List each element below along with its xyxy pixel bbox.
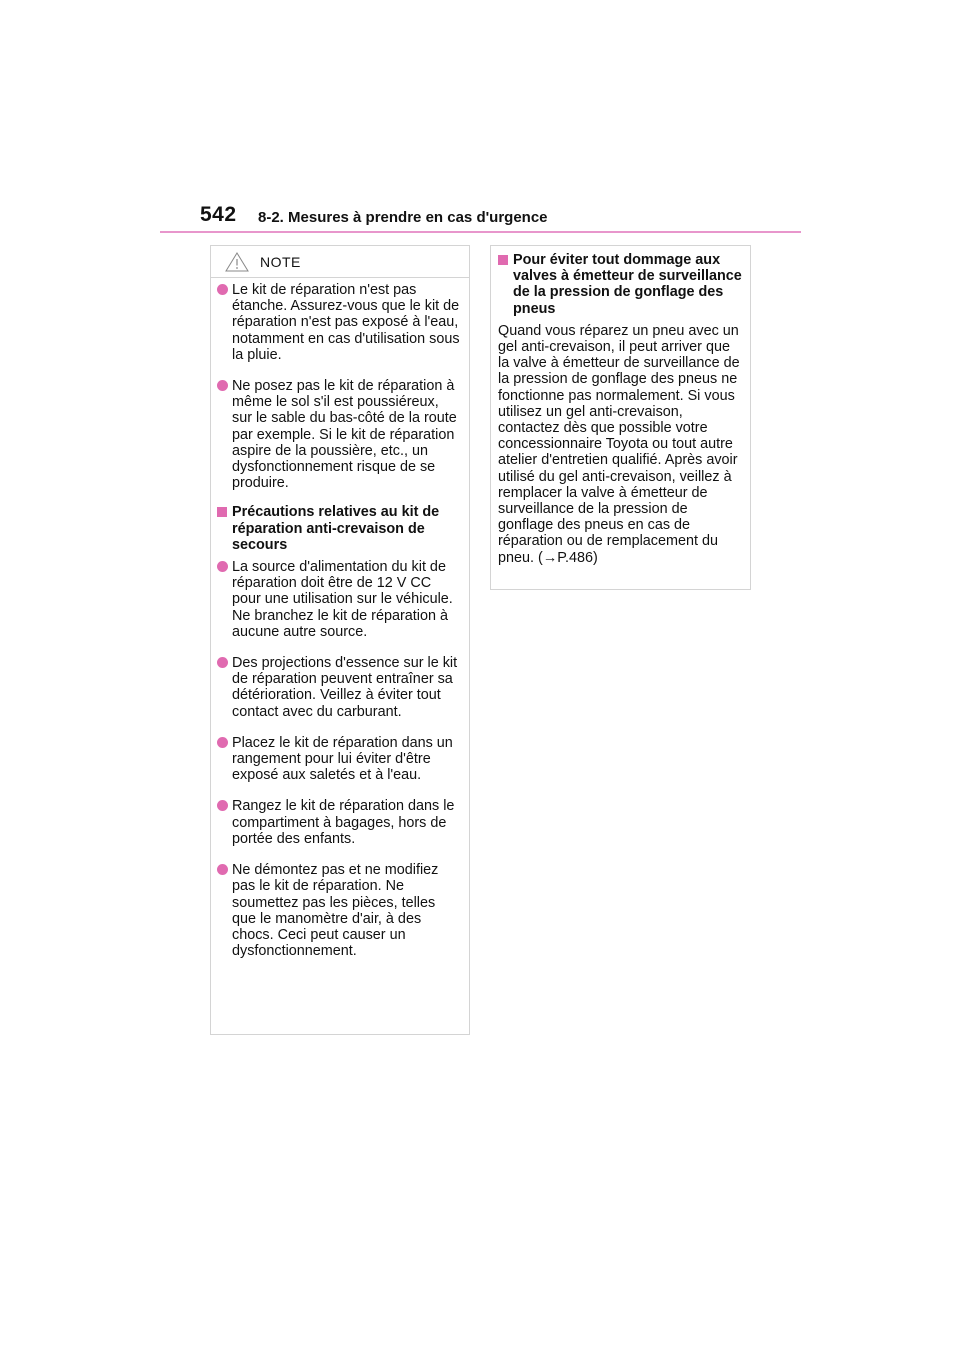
info-subheading: [498, 252, 742, 317]
note-label: NOTE: [260, 254, 301, 270]
bullet-text: Des projections d'essence sur le kit de réparation peuvent entraîner sa détérioration. Veillez à éviter tout contact avec du carburant.: [232, 655, 458, 720]
list-item: [217, 862, 461, 959]
note-body: [211, 278, 469, 959]
header-rule: [160, 231, 801, 233]
page-number: 542: [200, 203, 237, 226]
subheading-text: Pour éviter tout dommage aux valves à émetteur de surveillance de la pression de gonflage des pneus: [513, 252, 742, 317]
list-item: [217, 735, 461, 784]
square-bullet-icon: [217, 507, 227, 517]
bullet-dot-icon: [217, 737, 228, 748]
bullet-text: Rangez le kit de réparation dans le compartiment à bagages, hors de portée des enfants.: [232, 798, 455, 847]
list-item: [217, 559, 461, 640]
bullet-text: Ne démontez pas et ne modifiez pas le kit de réparation. Ne soumettez pas les pièces, telles que le manomètre d'air, à des chocs. Ceci peut causer un dysfonctionnement.: [232, 862, 439, 960]
warning-triangle-icon: [225, 252, 249, 272]
bullet-dot-icon: [217, 284, 228, 295]
bullet-dot-icon: [217, 657, 228, 668]
list-item: [217, 378, 461, 491]
bullet-text: Ne posez pas le kit de réparation à même le sol s'il est poussiéreux, sur le sable du bas-côté de la route par exemple. Si le kit de réparation aspire de la poussière, etc., un dysfonctionnement risque de se produire.: [232, 378, 457, 492]
arrow-right-icon: →: [542, 549, 558, 566]
note-header: [211, 246, 469, 278]
note-subheading: [217, 504, 461, 553]
bullet-dot-icon: [217, 864, 228, 875]
list-item: [217, 798, 461, 847]
subheading-text: Précautions relatives au kit de réparation anti-crevaison de secours: [232, 504, 440, 553]
info-body: [491, 246, 750, 566]
bullet-text: Placez le kit de réparation dans un rangement pour lui éviter d'être exposé aux saletés et à l'eau.: [232, 734, 453, 784]
bullet-text: Le kit de réparation n'est pas étanche. Assurez-vous que le kit de réparation n'est pas exposé à l'eau, notamment en cas d'utilisation sous la pluie.: [232, 282, 460, 363]
list-item: [217, 655, 461, 720]
note-box: [210, 245, 470, 1035]
section-title: 8-2. Mesures à prendre en cas d'urgence: [258, 209, 548, 226]
bullet-text: La source d'alimentation du kit de réparation doit être de 12 V CC pour une utilisation sur le véhicule. Ne branchez le kit de réparation à aucune autre source.: [232, 559, 453, 640]
square-bullet-icon: [498, 255, 508, 265]
bullet-dot-icon: [217, 380, 228, 391]
list-item: [217, 282, 461, 363]
page-reference-link[interactable]: P.486): [557, 549, 598, 566]
paragraph-text: Quand vous réparez un pneu avec un gel anti-crevaison, il peut arriver que la valve à émetteur de surveillance de la pression de gonflage des pneus ne fonctionne pas normalement. Si vous utilisez un gel anti-crevaison, contactez dès que possible votre concessionnaire Toyota ou tout autre atelier d'entretien qualifié. Après avoir utilisé du gel anti-crevaison, veillez à remplacer la valve à émetteur de surveillance de la pression de gonflage des pneus en cas de réparation ou de remplacement du pneu. (: [498, 322, 740, 566]
bullet-dot-icon: [217, 800, 228, 811]
info-paragraph: [498, 323, 742, 566]
bullet-dot-icon: [217, 561, 228, 572]
info-box: [490, 245, 751, 590]
